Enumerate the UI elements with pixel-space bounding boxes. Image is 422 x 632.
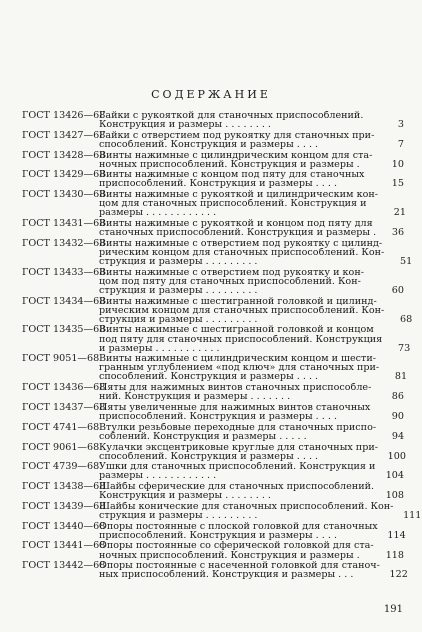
entry-page-number: 111 bbox=[403, 509, 422, 521]
standard-code: ГОСТ 4741—68 bbox=[22, 421, 100, 433]
description-line: приспособлений. Конструкция и размеры . . . . bbox=[99, 179, 338, 189]
entry-description bbox=[99, 423, 380, 441]
toc-entry bbox=[22, 170, 404, 188]
description-line: приспособлений. Конструкция и размеры . . . . bbox=[99, 412, 338, 422]
toc-entry bbox=[22, 324, 411, 354]
standard-code: ГОСТ 13440—68 bbox=[22, 520, 106, 532]
toc-entry bbox=[22, 131, 404, 149]
toc-entry bbox=[22, 522, 404, 540]
description-line: Гайки с отверстием под рукоятку для станочных при- bbox=[99, 130, 375, 140]
toc-entry bbox=[22, 219, 404, 237]
entry-page-number: 15 bbox=[391, 178, 404, 190]
description-line: ных приспособлений. Конструкция и размеры . . . bbox=[99, 570, 354, 580]
entry-description bbox=[99, 111, 380, 129]
description-line: Шайбы конические для станочных приспособлений. Кон- bbox=[99, 501, 394, 511]
entry-page-number: 10 bbox=[391, 158, 404, 170]
standard-code: ГОСТ 13437—68 bbox=[22, 401, 106, 413]
description-line: Винты нажимные с рукояткой и цилиндрическим кон- bbox=[99, 190, 378, 200]
standard-code: ГОСТ 9051—68 bbox=[22, 353, 100, 365]
entry-description bbox=[99, 190, 382, 217]
description-line: Винты нажимные с отверстием под рукоятку и кон- bbox=[99, 267, 364, 277]
standard-code: ГОСТ 13430—68 bbox=[22, 189, 106, 201]
description-line: Опоры постоянные со сферической головкой для ста- bbox=[99, 541, 374, 551]
entry-description bbox=[99, 403, 380, 421]
entry-page-number: 3 bbox=[397, 119, 404, 131]
description-line: и размеры . . . . . . . . . . . bbox=[99, 343, 220, 353]
description-line: способлений. Конструкция и размеры . . . . bbox=[99, 372, 319, 382]
standard-code: ГОСТ 13432—68 bbox=[22, 237, 106, 249]
description-line: Опоры постоянные с насеченной головкой для станоч- bbox=[99, 561, 380, 571]
entry-description bbox=[99, 170, 380, 188]
description-line: Ушки для станочных приспособлений. Конструкция и bbox=[99, 462, 376, 472]
description-line: ний. Конструкция и размеры . . . . . . . bbox=[99, 392, 291, 402]
entry-description bbox=[99, 219, 380, 237]
entry-description bbox=[99, 131, 380, 149]
entry-page-number: 73 bbox=[398, 342, 411, 354]
entry-description bbox=[99, 325, 386, 352]
description-line: размеры . . . . . . . . . . . . bbox=[99, 471, 217, 481]
description-line: Гайки с рукояткой для станочных приспособлений. bbox=[99, 111, 364, 121]
standard-code: ГОСТ 4739—68 bbox=[22, 461, 100, 473]
description-line: Кулачки эксцентриковые круглые для станочных при- bbox=[99, 442, 378, 452]
description-line: Опоры постоянные с плоской головкой для станочных bbox=[99, 521, 378, 531]
toc-entry bbox=[22, 560, 408, 581]
page-title: СОДЕРЖАНИЕ bbox=[151, 88, 271, 101]
description-line: струкция и размеры . . . . . . . . . bbox=[99, 285, 258, 295]
description-line: Конструкция и размеры . . . . . . . . bbox=[99, 491, 271, 501]
entry-description bbox=[99, 268, 380, 295]
description-line: ночных приспособлений. Конструкция и размеры . bbox=[99, 550, 360, 560]
entry-page-number: 122 bbox=[389, 569, 408, 581]
description-line: соблений. Конструкция и размеры . . . . . bbox=[99, 431, 307, 441]
entry-description bbox=[99, 297, 388, 324]
description-line: струкция и размеры . . . . . . . . . bbox=[99, 510, 258, 521]
entry-page-number: 100 bbox=[387, 450, 406, 462]
description-line: приспособлений. Конструкция и размеры . . . . bbox=[99, 530, 338, 540]
toc-entry bbox=[22, 353, 408, 383]
toc-entry bbox=[22, 462, 404, 480]
description-line: Пяты для нажимных винтов станочных приспособле- bbox=[99, 383, 372, 393]
toc-entry bbox=[22, 403, 404, 421]
toc-entry bbox=[22, 295, 413, 325]
description-line: цом под пяту для станочных приспособлений. Кон- bbox=[99, 276, 361, 286]
description-line: цом для станочных приспособлений. Конструкция и bbox=[99, 199, 367, 209]
entry-page-number: 108 bbox=[385, 490, 404, 502]
toc-entry bbox=[22, 383, 404, 401]
standard-code: ГОСТ 13442—68 bbox=[22, 560, 106, 572]
entry-page-number: 60 bbox=[391, 284, 404, 296]
entry-description bbox=[99, 383, 380, 401]
description-line: гранным углублением «под ключ» для станочных при- bbox=[99, 363, 380, 373]
standard-code: ГОСТ 13427—68 bbox=[22, 129, 106, 141]
table-of-contents bbox=[22, 110, 422, 581]
entry-page-number: 114 bbox=[387, 529, 406, 541]
toc-entry bbox=[22, 443, 404, 461]
toc-entry bbox=[22, 268, 404, 295]
standard-code: ГОСТ 13434—68 bbox=[22, 295, 106, 307]
description-line: рическим концом для станочных приспособлений. Кон- bbox=[99, 305, 385, 315]
entry-page-number: 7 bbox=[397, 138, 404, 150]
description-line: станочных приспособлений. Конструкция и размеры . bbox=[99, 228, 377, 238]
entry-description bbox=[99, 239, 388, 266]
toc-entry bbox=[22, 423, 404, 441]
standard-code: ГОСТ 9061—68 bbox=[22, 441, 100, 453]
description-line: ночных приспособлений. Конструкция и размеры . bbox=[99, 159, 360, 169]
entry-page-number: 90 bbox=[391, 411, 404, 423]
toc-entry bbox=[22, 237, 413, 267]
entry-description bbox=[99, 151, 380, 169]
standard-code: ГОСТ 13439—68 bbox=[22, 500, 106, 512]
standard-code: ГОСТ 13441—68 bbox=[22, 540, 106, 552]
entry-page-number: 118 bbox=[385, 549, 404, 561]
entry-description bbox=[99, 502, 397, 520]
entry-description bbox=[99, 482, 380, 500]
toc-entry bbox=[22, 190, 404, 217]
entry-page-number: 21 bbox=[393, 207, 406, 219]
description-line: способлений. Конструкция и размеры . . . . bbox=[99, 139, 319, 149]
entry-page-number: 68 bbox=[400, 313, 413, 325]
standard-code: ГОСТ 13429—68 bbox=[22, 169, 106, 181]
description-line: Винты нажимные с цилиндрическим концом для ста- bbox=[99, 150, 373, 160]
toc-entry bbox=[22, 151, 404, 169]
description-line: Винты нажимные с цилиндрическим концом и шести- bbox=[99, 354, 376, 364]
standard-code: ГОСТ 13435—68 bbox=[22, 324, 106, 336]
description-line: струкция и размеры . . . . . . . . . bbox=[99, 256, 258, 267]
description-line: Винты нажимные с концом под пяту для станочных bbox=[99, 170, 365, 180]
standard-code: ГОСТ 13431—68 bbox=[22, 218, 106, 229]
standard-code: ГОСТ 13438—68 bbox=[22, 481, 106, 493]
description-line: Винты нажимные с рукояткой и концом под пяту для bbox=[99, 219, 373, 229]
standard-code: ГОСТ 13428—68 bbox=[22, 149, 106, 161]
entry-page-number: 51 bbox=[400, 255, 413, 267]
entry-page-number: 36 bbox=[391, 227, 405, 239]
description-line: под пяту для станочных приспособлений. Конструкция bbox=[99, 334, 383, 344]
description-line: Винты нажимные с шестигранной головкой и цилинд- bbox=[99, 296, 377, 306]
description-line: Пяты увеличенные для нажимных винтов станочных bbox=[99, 402, 371, 413]
toc-entry bbox=[22, 111, 404, 129]
toc-entry bbox=[22, 541, 404, 559]
description-line: рическим концом для станочных приспособлений. Кон- bbox=[99, 247, 385, 257]
description-line: Винты нажимные с шестигранной головкой и концом bbox=[99, 325, 374, 335]
entry-description bbox=[99, 462, 380, 480]
entry-page-number: 86 bbox=[391, 391, 404, 403]
entry-description bbox=[99, 522, 382, 540]
standard-code: ГОСТ 13433—68 bbox=[22, 266, 106, 278]
description-line: Втулки резьбовые переходные для станочных приспо- bbox=[99, 422, 377, 432]
toc-entry bbox=[22, 482, 404, 500]
standard-code: ГОСТ 13436—68 bbox=[22, 382, 106, 394]
standard-code: ГОСТ 13426—68 bbox=[22, 110, 106, 121]
entry-page-number: 104 bbox=[385, 470, 404, 482]
description-line: Конструкция и размеры . . . . . . . . bbox=[99, 120, 271, 130]
entry-page-number: 81 bbox=[394, 371, 408, 383]
page-number: 191 bbox=[383, 604, 403, 615]
entry-description bbox=[99, 541, 380, 559]
toc-entry bbox=[22, 500, 422, 521]
description-line: способлений. Конструкция и размеры . . . . bbox=[99, 451, 319, 461]
entry-description bbox=[99, 561, 384, 579]
description-line: струкция и размеры . . . . . . . . . bbox=[99, 314, 258, 324]
description-line: Винты нажимные с отверстием под рукоятку с цилинд- bbox=[99, 238, 383, 248]
description-line: Шайбы сферические для станочных приспособлений. bbox=[99, 482, 375, 492]
description-line: размеры . . . . . . . . . . . . bbox=[99, 208, 217, 218]
entry-description bbox=[99, 443, 382, 461]
entry-page-number: 94 bbox=[391, 430, 405, 442]
entry-description bbox=[99, 354, 383, 381]
